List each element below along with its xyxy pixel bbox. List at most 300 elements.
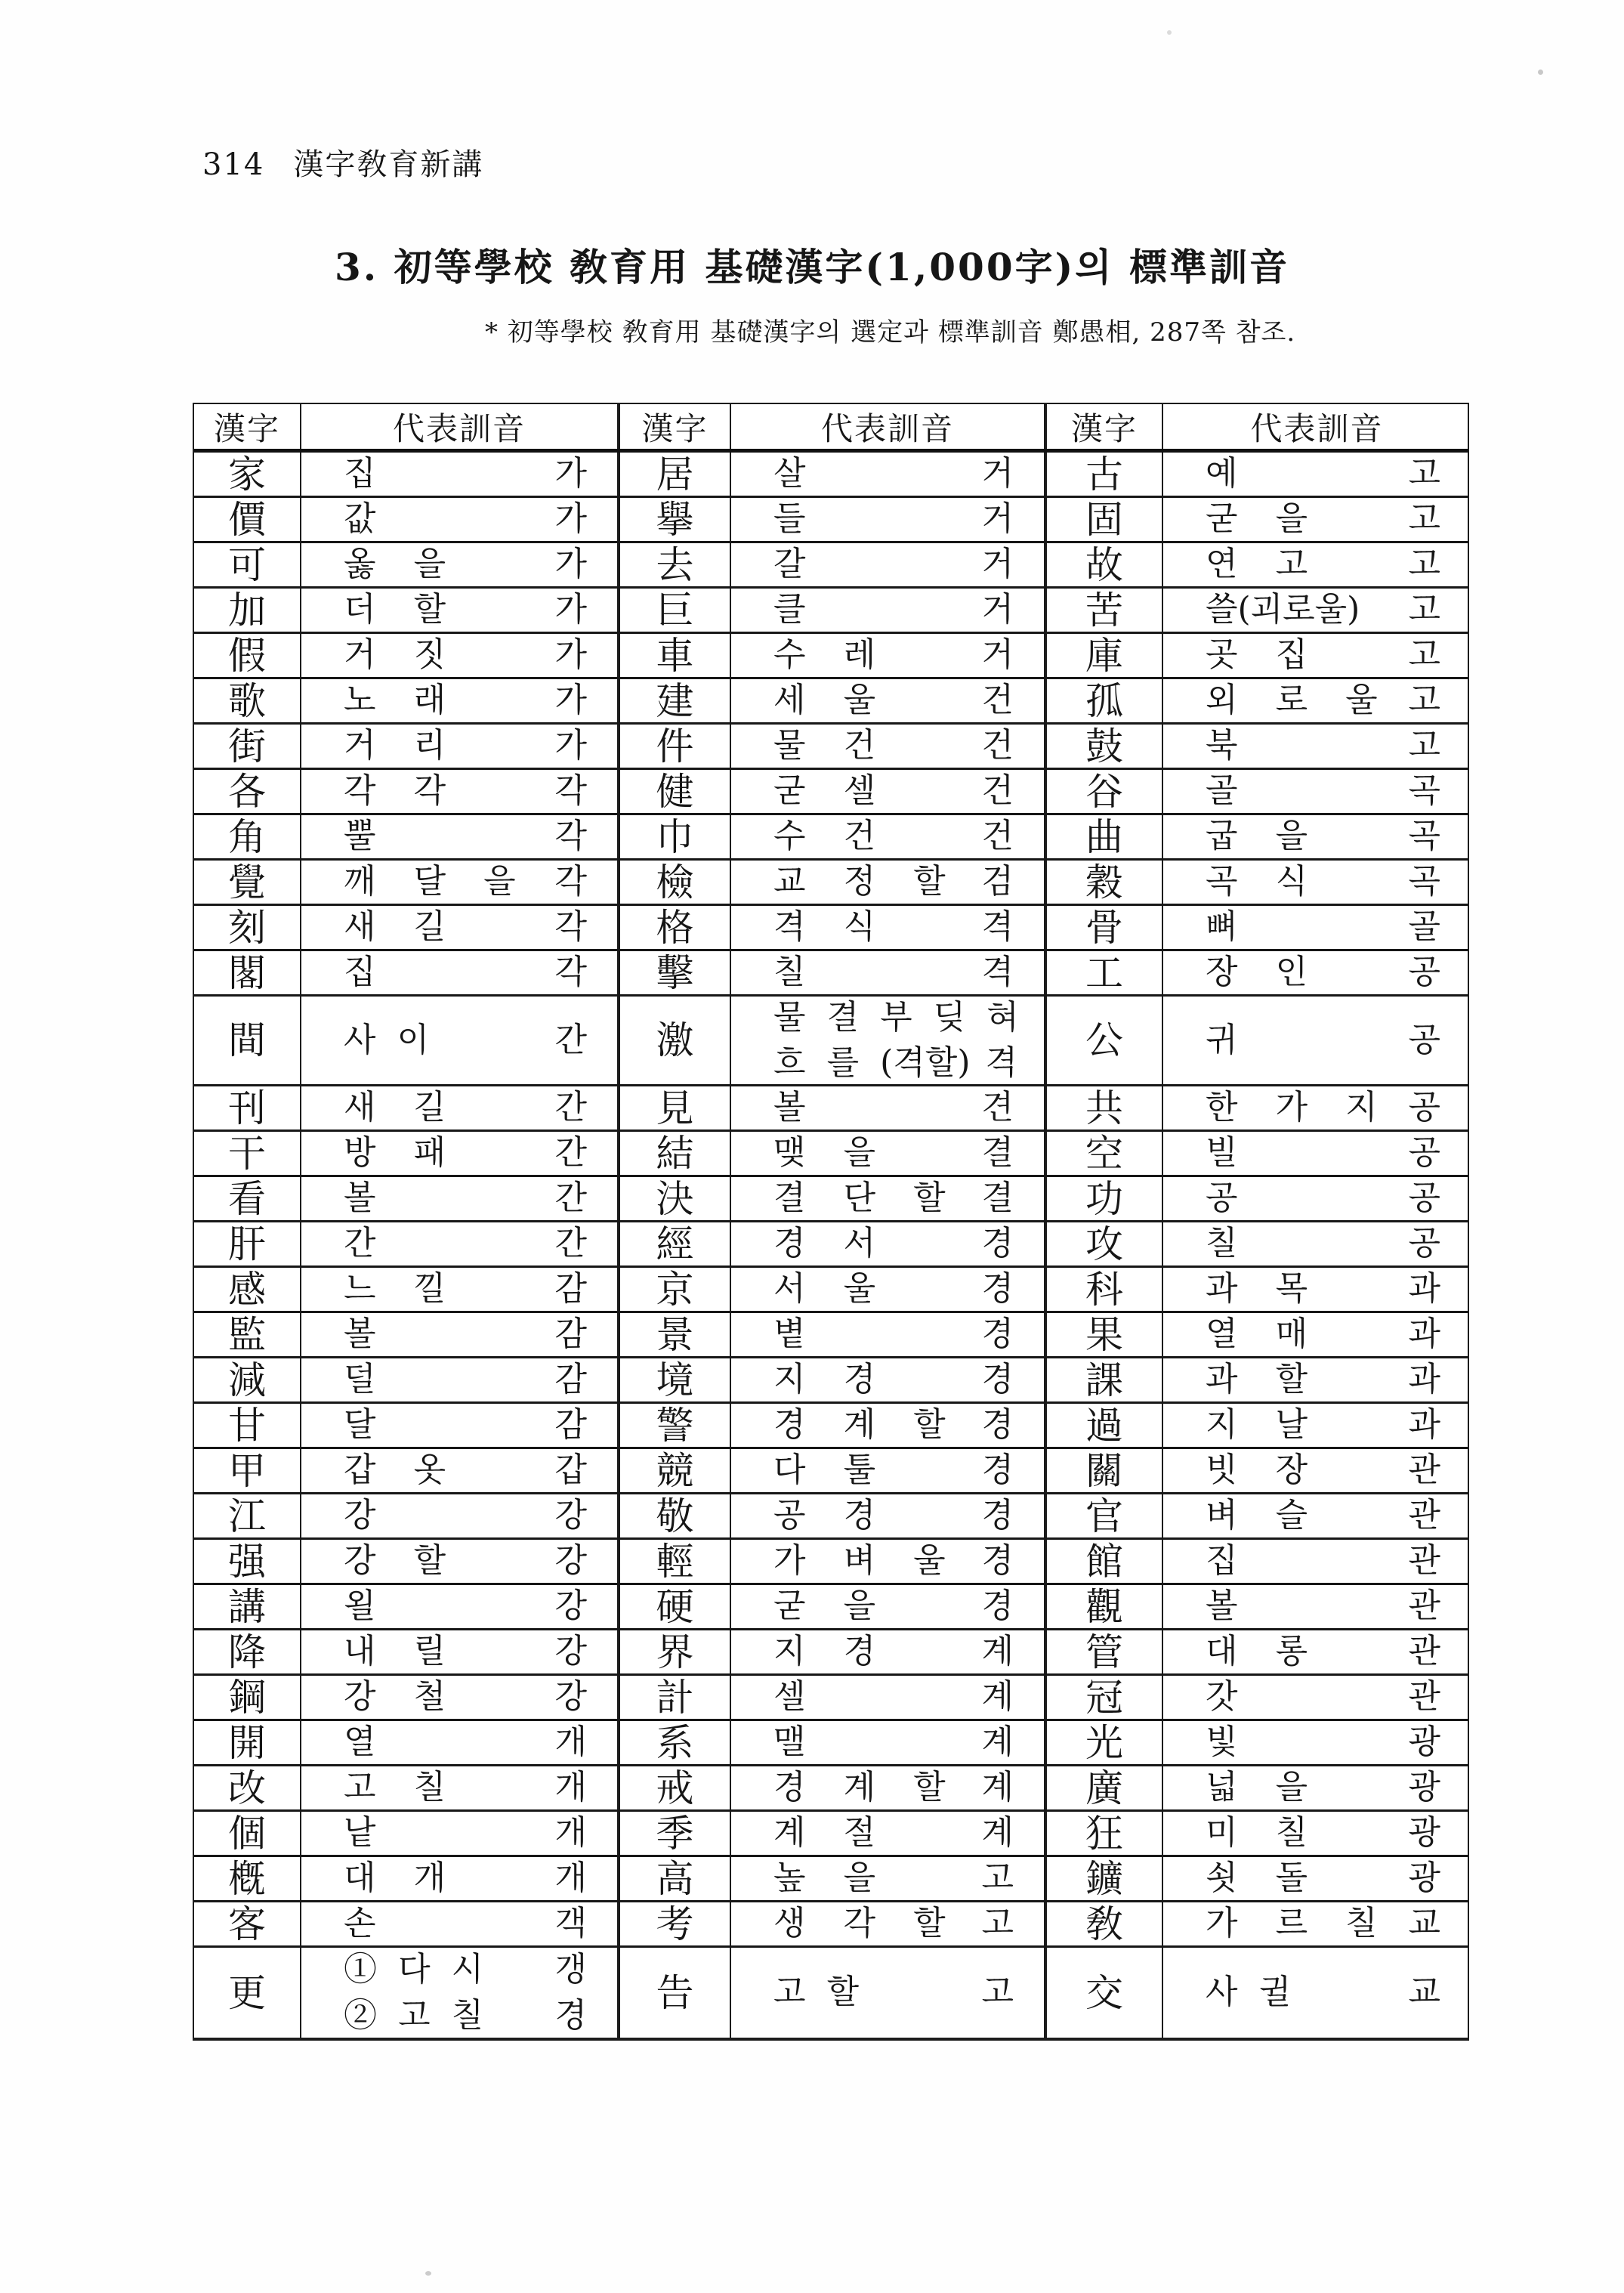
reading-cell — [1163, 1177, 1471, 1220]
eum-text: 경 — [981, 1496, 1014, 1535]
hanja-cell: 加 — [194, 589, 301, 632]
reading-line — [773, 954, 1014, 990]
hun-text: 한 가 지 — [1206, 1088, 1378, 1127]
hanja-cell: 可 — [194, 543, 301, 586]
hanja-cell: 高 — [620, 1857, 731, 1900]
hun-text: 손 — [344, 1904, 376, 1943]
reading-line — [773, 1860, 1014, 1896]
reading-cell — [1163, 997, 1471, 1084]
reading-cell — [1163, 1676, 1471, 1719]
hun-text: 살 — [773, 454, 806, 493]
hun-text: 깨 달 을 — [344, 862, 516, 901]
eum-text: 격 — [981, 907, 1014, 947]
hanja-cell: 功 — [1047, 1177, 1163, 1220]
eum-text: 강 — [554, 1677, 587, 1717]
reading-cell — [1163, 815, 1471, 858]
reading-cell — [301, 1086, 620, 1130]
reading-cell — [1163, 1268, 1471, 1311]
hanja-cell: 空 — [1047, 1132, 1163, 1175]
reading-cell — [301, 1540, 620, 1583]
hun-text: 뼈 — [1206, 907, 1238, 947]
reading-line — [1206, 818, 1440, 854]
header-reading-label: 代表訓音 — [1250, 409, 1384, 447]
reading-cell — [731, 589, 1047, 632]
hun-text: 결 단 할 — [773, 1179, 946, 1218]
eum-text: 광 — [1408, 1859, 1440, 1898]
eum-text: 공 — [1408, 1179, 1440, 1218]
reading-cell — [1163, 1630, 1471, 1673]
hun-text: 낱 — [344, 1813, 376, 1853]
reading-cell — [301, 1222, 620, 1265]
reading-cell — [731, 861, 1047, 904]
eum-text: 격 — [985, 1043, 1017, 1082]
hanja-cell: 各 — [194, 770, 301, 813]
hun-text: 강 철 — [344, 1677, 446, 1717]
reading-line — [344, 864, 587, 900]
hanja-cell: 經 — [620, 1222, 731, 1265]
eum-text: 관 — [1408, 1677, 1440, 1717]
hun-text: 빌 — [1206, 1133, 1238, 1173]
hanja-cell: 公 — [1047, 997, 1163, 1084]
reading-line — [773, 682, 1014, 718]
hanja-cell: 歌 — [194, 679, 301, 722]
reading-cell — [301, 634, 620, 677]
reading-line — [344, 1952, 587, 1988]
table-row — [194, 815, 1468, 861]
hun-text: 들 — [773, 499, 806, 539]
hun-text: 넓 을 — [1206, 1768, 1308, 1807]
eum-text: 간 — [554, 1133, 587, 1173]
hanja-cell: 鋼 — [194, 1676, 301, 1719]
scan-speckle — [425, 2271, 431, 2276]
reading-line — [773, 1974, 1014, 2010]
hun-text: 서 울 — [773, 1269, 876, 1309]
reading-line — [344, 1497, 587, 1534]
reading-line — [344, 1769, 587, 1806]
eum-text: 고 — [1408, 726, 1440, 765]
hun-text: 갑 옷 — [344, 1451, 446, 1490]
eum-text: 감 — [554, 1405, 587, 1445]
header-hanja-label: 漢字 — [194, 404, 301, 449]
eum-text: 개 — [554, 1768, 587, 1807]
eum-text: 곡 — [1408, 771, 1440, 811]
book-title: 漢字敎育新講 — [293, 147, 484, 182]
reading-line — [344, 1089, 587, 1126]
reading-cell — [301, 997, 620, 1084]
hanja-cell: 管 — [1047, 1630, 1163, 1673]
table-row — [194, 1948, 1468, 2038]
hun-text: 간 — [344, 1224, 376, 1263]
hun-text: 곡 식 — [1206, 862, 1308, 901]
hun-text: 내 릴 — [344, 1632, 446, 1671]
hanja-cell: 果 — [1047, 1313, 1163, 1356]
hanja-cell: 敎 — [1047, 1902, 1163, 1945]
header-reading-label: 代表訓音 — [301, 404, 620, 449]
reading-cell — [1163, 1902, 1471, 1945]
reading-cell — [1163, 1494, 1471, 1537]
reading-cell — [1163, 1540, 1471, 1583]
hun-text: 새 길 — [344, 1088, 446, 1127]
eum-text: 고 — [981, 1973, 1014, 2012]
eum-text: 건 — [981, 771, 1014, 811]
reading-line — [344, 1135, 587, 1171]
table-row — [194, 543, 1468, 589]
hun-text: 곳 집 — [1206, 635, 1308, 675]
eum-text: 과 — [1408, 1405, 1440, 1445]
hun-text: 다 툴 — [773, 1451, 876, 1490]
reading-cell — [731, 770, 1047, 813]
eum-text: 고 — [1408, 681, 1440, 720]
eum-text: 경 — [981, 1360, 1014, 1399]
eum-text: 강 — [554, 1587, 587, 1626]
reading-cell — [301, 1313, 620, 1356]
eum-text: 각 — [554, 953, 587, 992]
hanja-cell: 干 — [194, 1132, 301, 1175]
reading-cell — [301, 861, 620, 904]
reading-line — [773, 1043, 1017, 1082]
reading-line — [773, 1361, 1014, 1398]
reading-line — [344, 1316, 587, 1352]
hanja-cell: 刊 — [194, 1086, 301, 1130]
reference-note: * 初等學校 敎育用 基礎漢字의 選定과 標準訓音 鄭愚相, 287쪽 참조. — [485, 317, 1296, 348]
eum-text: 경 — [981, 1405, 1014, 1445]
hanja-cell: 官 — [1047, 1494, 1163, 1537]
reading-cell — [1163, 861, 1471, 904]
hun-text: 연 고 — [1206, 545, 1308, 584]
reading-cell — [1163, 634, 1471, 677]
hanja-cell: 過 — [1047, 1404, 1163, 1447]
eum-text: 고 — [1408, 454, 1440, 493]
eum-text: 경 — [981, 1315, 1014, 1354]
hanja-cell: 甲 — [194, 1449, 301, 1492]
reading-cell — [301, 906, 620, 949]
reading-cell — [301, 1268, 620, 1311]
reading-cell — [731, 679, 1047, 722]
hun-text: 집 — [344, 454, 376, 493]
hanja-cell: 交 — [1047, 1948, 1163, 2038]
reading-cell — [301, 1494, 620, 1537]
reading-line — [1206, 1361, 1440, 1398]
hanja-cell: 講 — [194, 1585, 301, 1628]
eum-text: 계 — [981, 1768, 1014, 1807]
reading-line — [344, 546, 587, 583]
reading-cell — [731, 498, 1047, 541]
reading-line — [773, 1724, 1014, 1760]
reading-line — [1206, 909, 1440, 945]
reading-line — [1206, 682, 1440, 718]
reading-cell — [1163, 1948, 1471, 2038]
header-hanja-label: 漢字 — [1047, 404, 1163, 449]
eum-text: 경 — [981, 1587, 1014, 1626]
hanja-cell: 狂 — [1047, 1812, 1163, 1855]
reading-line — [344, 1407, 587, 1443]
hun-text: 예 — [1206, 454, 1238, 493]
eum-text: 관 — [1408, 1587, 1440, 1626]
hun-text: 골 — [1206, 771, 1238, 811]
eum-text: 관 — [1408, 1632, 1440, 1671]
hun-text: 집 — [344, 953, 376, 992]
reading-cell — [731, 1902, 1047, 1945]
hun-text: 볼 — [344, 1179, 376, 1218]
reading-line — [773, 773, 1014, 809]
eum-text: 가 — [554, 681, 587, 720]
reading-line — [344, 1588, 587, 1624]
hanja-cell: 件 — [620, 725, 731, 768]
hanja-cell: 江 — [194, 1494, 301, 1537]
table-row — [194, 1268, 1468, 1313]
eum-text: 교 — [1408, 1904, 1440, 1943]
reading-line — [1206, 1407, 1440, 1443]
reading-line — [1206, 1180, 1440, 1216]
eum-text: 격 — [981, 953, 1014, 992]
reading-line — [344, 1361, 587, 1398]
hun-text: 높 을 — [773, 1859, 876, 1898]
eum-text: 가 — [554, 454, 587, 493]
hun-text: 가 르 칠 — [1206, 1904, 1378, 1943]
hanja-cell: 硬 — [620, 1585, 731, 1628]
reading-line — [344, 773, 587, 809]
hanja-cell: 閣 — [194, 951, 301, 994]
eum-text: 고 — [1408, 635, 1440, 675]
hanja-cell: 界 — [620, 1630, 731, 1673]
eum-text: 각 — [554, 907, 587, 947]
eum-text: 건 — [981, 817, 1014, 856]
hun-text: 더 할 — [344, 590, 446, 629]
reading-line — [1206, 1724, 1440, 1760]
hanja-cell: 鑛 — [1047, 1857, 1163, 1900]
hun-text: 과 목 — [1206, 1269, 1308, 1309]
eum-text: 고 — [1408, 545, 1440, 584]
reading-line — [344, 592, 587, 628]
eum-text: 교 — [1408, 1973, 1440, 2012]
hun-text: 열 매 — [1206, 1315, 1308, 1354]
reading-cell — [1163, 679, 1471, 722]
hanja-cell: 强 — [194, 1540, 301, 1583]
reading-cell — [731, 543, 1047, 586]
table-row — [194, 498, 1468, 543]
reading-line — [344, 1860, 587, 1896]
reading-line — [344, 1452, 587, 1488]
reading-line — [1206, 1089, 1440, 1126]
reading-cell — [731, 906, 1047, 949]
hun-text: 갈 — [773, 545, 806, 584]
section-title: 3. 初等學校 敎育用 基礎漢字(1,000字)의 標準訓音 — [334, 245, 1289, 289]
eum-text: 각 — [554, 862, 587, 901]
hanja-cell: 孤 — [1047, 679, 1163, 722]
hun-text: 달 — [344, 1405, 376, 1445]
reading-cell — [301, 1857, 620, 1900]
reading-line — [773, 1679, 1014, 1715]
hun-text: 열 — [344, 1723, 376, 1762]
reading-cell — [301, 1676, 620, 1719]
reading-line — [344, 456, 587, 492]
eum-text: 거 — [981, 635, 1014, 675]
eum-text: 거 — [981, 454, 1014, 493]
reading-line — [773, 546, 1014, 583]
hanja-cell: 建 — [620, 679, 731, 722]
hun-text: 셀 — [773, 1677, 806, 1717]
reading-line — [344, 1022, 587, 1058]
hanja-cell: 警 — [620, 1404, 731, 1447]
hanja-cell: 共 — [1047, 1086, 1163, 1130]
table-row — [194, 1630, 1468, 1676]
eum-text: 공 — [1408, 953, 1440, 992]
reading-line — [1206, 501, 1440, 537]
eum-text: 경 — [981, 1269, 1014, 1309]
hun-text: 클 — [773, 590, 806, 629]
hun-text: 벼 슬 — [1206, 1496, 1308, 1535]
reading-line — [773, 864, 1014, 900]
eum-text: 관 — [1408, 1496, 1440, 1535]
table-row — [194, 1358, 1468, 1404]
hun-text: 흐 를 (격할) — [773, 1043, 971, 1082]
reading-line — [773, 1452, 1014, 1488]
reading-cell — [731, 1222, 1047, 1265]
reading-line — [773, 456, 1014, 492]
hun-text: 쇳 돌 — [1206, 1859, 1308, 1898]
reading-cell — [301, 951, 620, 994]
hun-text: 방 패 — [344, 1133, 446, 1173]
reading-line — [1206, 728, 1440, 764]
eum-text: 계 — [981, 1632, 1014, 1671]
table-row — [194, 770, 1468, 815]
reading-line — [1206, 546, 1440, 583]
eum-text: 강 — [554, 1496, 587, 1535]
hanja-cell: 價 — [194, 498, 301, 541]
reading-line — [773, 1135, 1014, 1171]
reading-line — [344, 1633, 587, 1670]
hun-text: 세 울 — [773, 681, 876, 720]
hanja-cell: 巾 — [620, 815, 731, 858]
hun-text: 격 식 — [773, 907, 876, 947]
hanja-cell: 開 — [194, 1721, 301, 1764]
scan-speckle — [1538, 70, 1543, 75]
reading-cell — [731, 634, 1047, 677]
hun-text: 욀 — [344, 1587, 376, 1626]
hanja-cell: 攻 — [1047, 1222, 1163, 1265]
hanja-cell: 工 — [1047, 951, 1163, 994]
hun-text: 가 벼 울 — [773, 1541, 946, 1581]
hanja-cell: 觀 — [1047, 1585, 1163, 1628]
reading-cell — [1163, 1358, 1471, 1401]
hanja-cell: 苦 — [1047, 589, 1163, 632]
hun-text: 새 길 — [344, 907, 446, 947]
hanja-cell: 曲 — [1047, 815, 1163, 858]
eum-text: 거 — [981, 499, 1014, 539]
hanja-cell: 巨 — [620, 589, 731, 632]
hanja-cell: 谷 — [1047, 770, 1163, 813]
hun-text: 거 짓 — [344, 635, 446, 675]
table-row — [194, 1902, 1468, 1948]
hanja-cell: 個 — [194, 1812, 301, 1855]
hun-text: 외 로 울 — [1206, 681, 1378, 720]
hun-text: 사 이 — [344, 1020, 430, 1059]
eum-text: 광 — [1408, 1723, 1440, 1762]
reading-line — [1206, 637, 1440, 673]
eum-text: 갑 — [554, 1451, 587, 1490]
hanja-cell: 庫 — [1047, 634, 1163, 677]
reading-cell — [1163, 1222, 1471, 1265]
reading-line — [1206, 1633, 1440, 1670]
hanja-cell: 固 — [1047, 498, 1163, 541]
eum-text: 광 — [1408, 1813, 1440, 1853]
eum-text: 각 — [554, 817, 587, 856]
reading-cell — [301, 725, 620, 768]
reading-cell — [731, 1404, 1047, 1447]
hanja-cell: 擊 — [620, 951, 731, 994]
hanja-cell: 計 — [620, 1676, 731, 1719]
reading-line — [344, 1995, 587, 2035]
hanja-cell: 監 — [194, 1313, 301, 1356]
reading-cell — [731, 1585, 1047, 1628]
reading-line — [1206, 592, 1440, 628]
reading-line — [344, 1271, 587, 1307]
eum-text: 객 — [554, 1904, 587, 1943]
eum-text: 관 — [1408, 1541, 1440, 1581]
hun-text: 빗 장 — [1206, 1451, 1308, 1490]
eum-text: 강 — [554, 1632, 587, 1671]
page-header — [202, 141, 483, 184]
reading-cell — [731, 453, 1047, 496]
reading-cell — [301, 1812, 620, 1855]
hanja-cell: 京 — [620, 1268, 731, 1311]
reading-line — [1206, 1769, 1440, 1806]
hun-text: 쓸(괴로울) — [1206, 590, 1360, 629]
reading-cell — [301, 498, 620, 541]
hanja-cell: 輕 — [620, 1540, 731, 1583]
reading-line — [773, 1588, 1014, 1624]
hun-text: 수 레 — [773, 635, 876, 675]
reading-cell — [1163, 725, 1471, 768]
hun-text: 뿔 — [344, 817, 376, 856]
page-number: 314 — [202, 147, 265, 182]
eum-text: 간 — [554, 1020, 587, 1059]
table-row — [194, 725, 1468, 770]
reading-cell — [731, 815, 1047, 858]
eum-text: 골 — [1408, 907, 1440, 947]
hun-text: 칠 — [1206, 1224, 1238, 1263]
hun-text: 느 낄 — [344, 1269, 446, 1309]
eum-text: 검 — [981, 862, 1014, 901]
table-row — [194, 1404, 1468, 1449]
reading-line — [773, 1271, 1014, 1307]
reading-line — [1206, 1271, 1440, 1307]
table-row — [194, 1540, 1468, 1585]
reading-line — [773, 1815, 1014, 1851]
reading-cell — [1163, 453, 1471, 496]
eum-text: 곡 — [1408, 862, 1440, 901]
eum-text: 공 — [1408, 1224, 1440, 1263]
reading-line — [344, 637, 587, 673]
hanja-cell: 廣 — [1047, 1766, 1163, 1809]
eum-text: 공 — [1408, 1020, 1440, 1059]
table-row — [194, 1449, 1468, 1494]
hanja-cell: 境 — [620, 1358, 731, 1401]
reading-line — [773, 592, 1014, 628]
eum-text: 가 — [554, 635, 587, 675]
header-hanja-label: 漢字 — [620, 404, 731, 449]
hanja-cell: 激 — [620, 997, 731, 1084]
reading-line — [773, 1180, 1014, 1216]
reading-line — [344, 1225, 587, 1262]
eum-text: 각 — [554, 771, 587, 811]
eum-text: 가 — [554, 726, 587, 765]
hun-text: 볼 — [773, 1088, 806, 1127]
reading-cell — [731, 1086, 1047, 1130]
hanja-cell: 古 — [1047, 453, 1163, 496]
hanja-cell: 鼓 — [1047, 725, 1163, 768]
hanja-cell: 骨 — [1047, 906, 1163, 949]
